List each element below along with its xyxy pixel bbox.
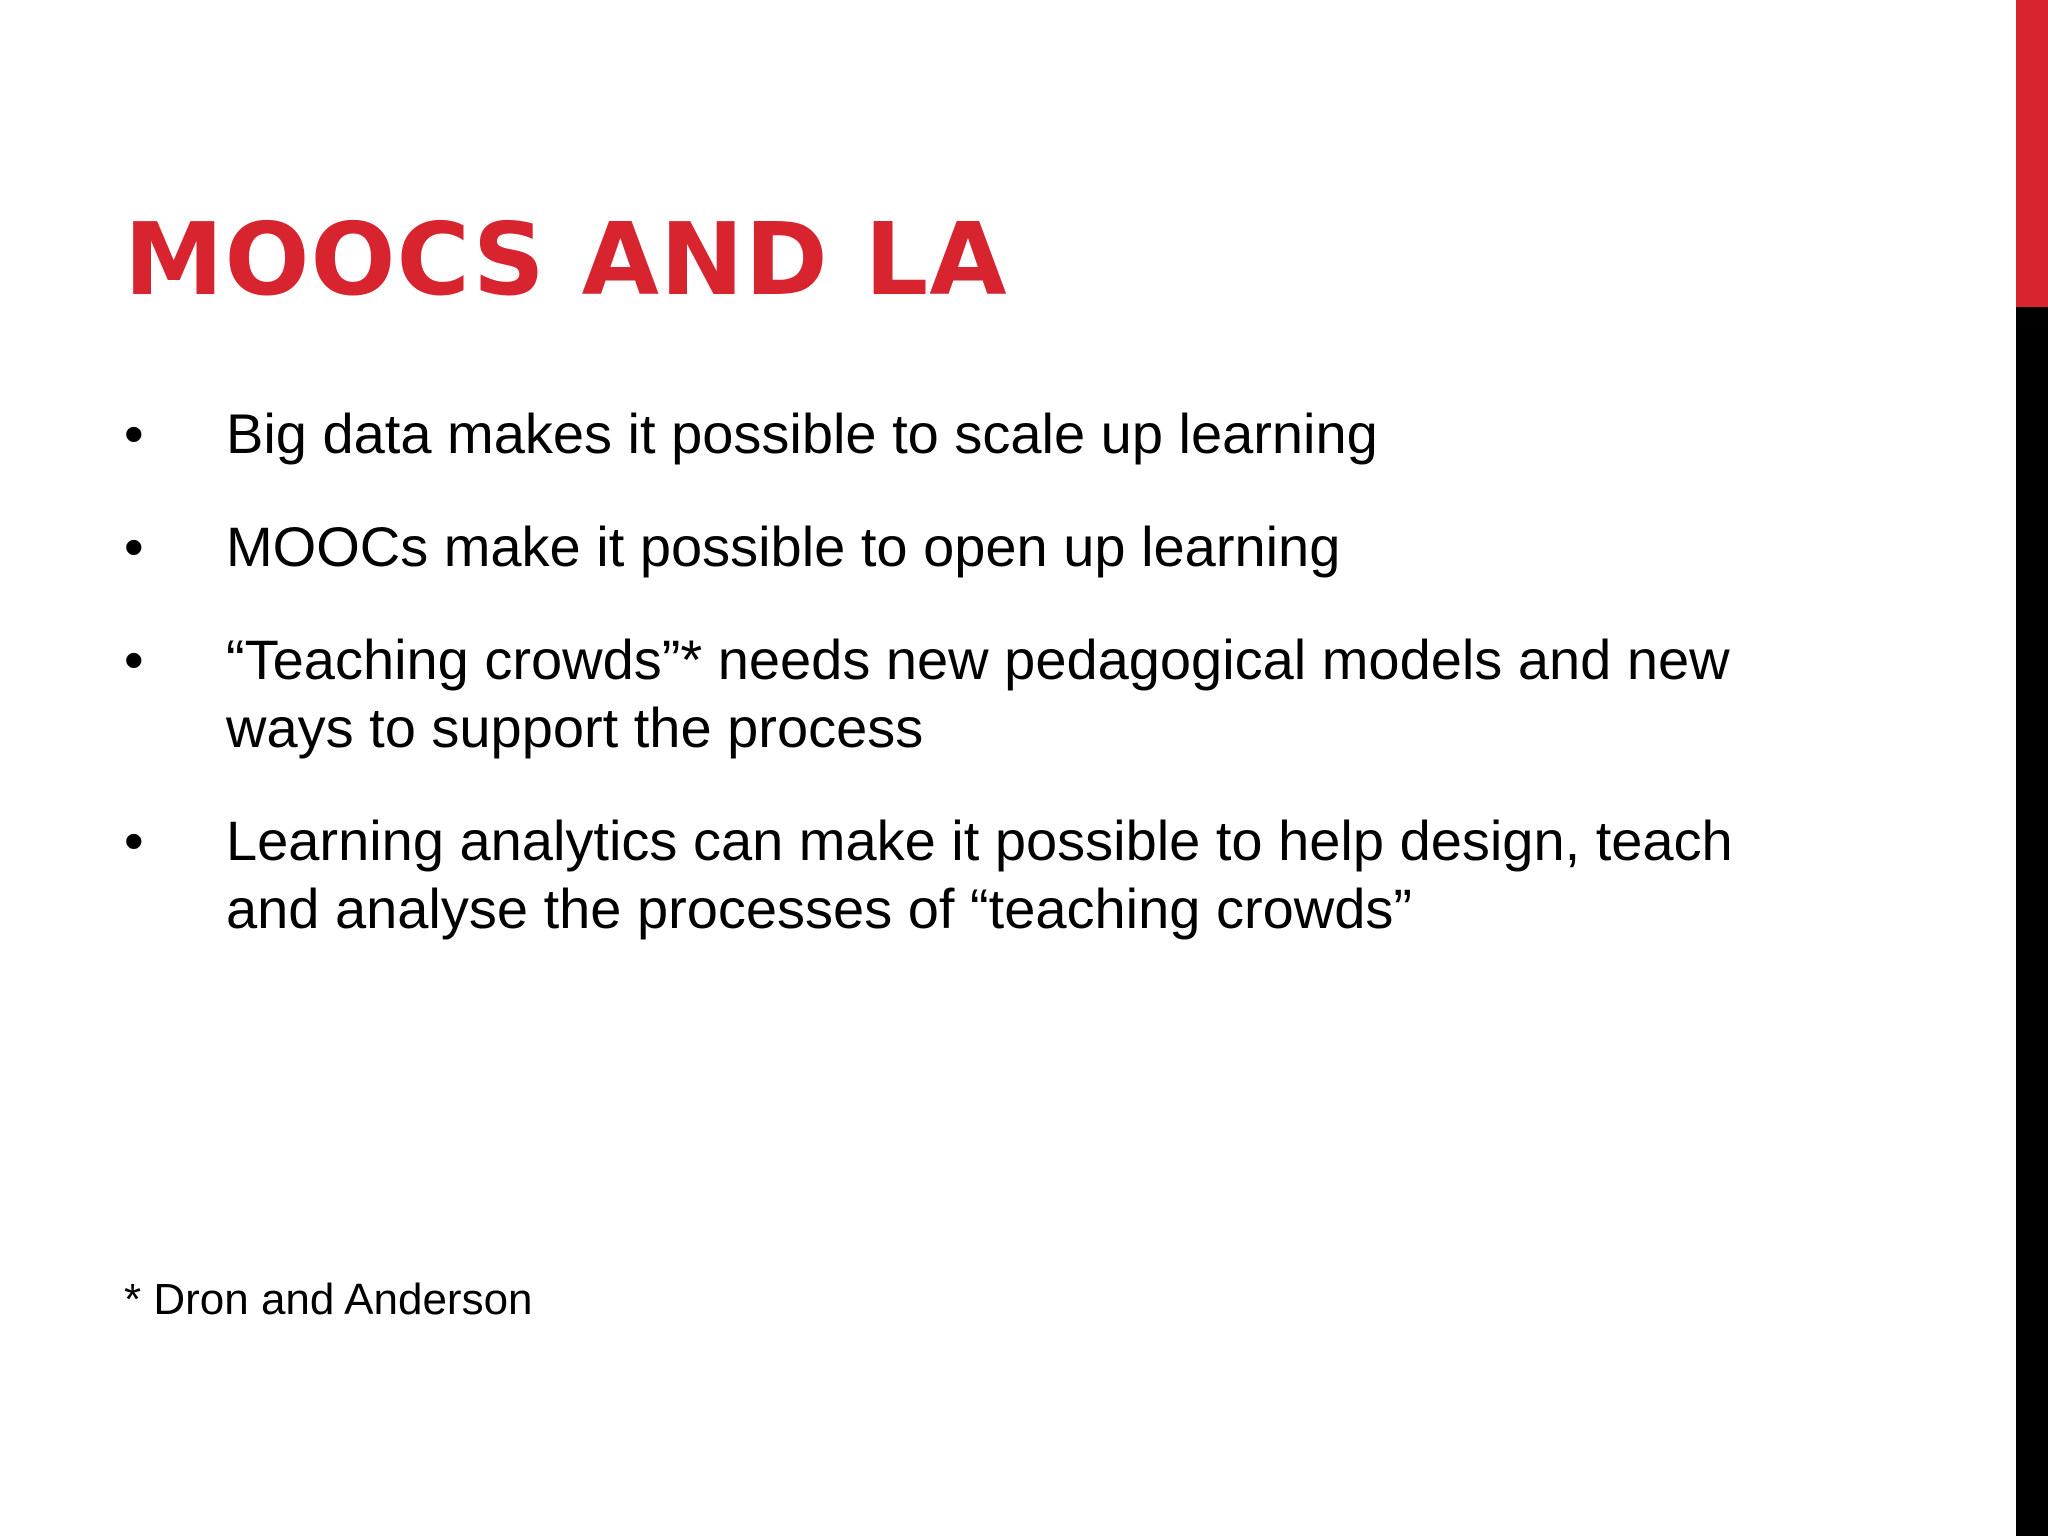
bullet-dot-icon: • [124, 515, 144, 578]
bullet-dot-icon: • [124, 402, 144, 465]
right-accent-bar [2016, 0, 2048, 307]
bullet-text: “Teaching crowds”* needs new pedagogical models and new ways to support the process [226, 628, 1730, 759]
footnote: * Dron and Anderson [124, 1275, 533, 1324]
slide-title: MOOCS AND LA [124, 201, 1008, 318]
bullet-text: Big data makes it possible to scale up learning [226, 402, 1378, 465]
bullet-item [124, 807, 1824, 943]
bullet-item [124, 400, 1824, 468]
bullet-text: MOOCs make it possible to open up learning [226, 515, 1341, 578]
bullet-item [124, 626, 1824, 762]
bullet-item [124, 513, 1824, 581]
bullet-dot-icon: • [124, 809, 144, 872]
bullet-text: Learning analytics can make it possible to help design, teach and analyse the processes of “teaching crowds” [226, 809, 1733, 940]
bullet-dot-icon: • [124, 628, 144, 691]
bullet-list [124, 400, 1824, 988]
